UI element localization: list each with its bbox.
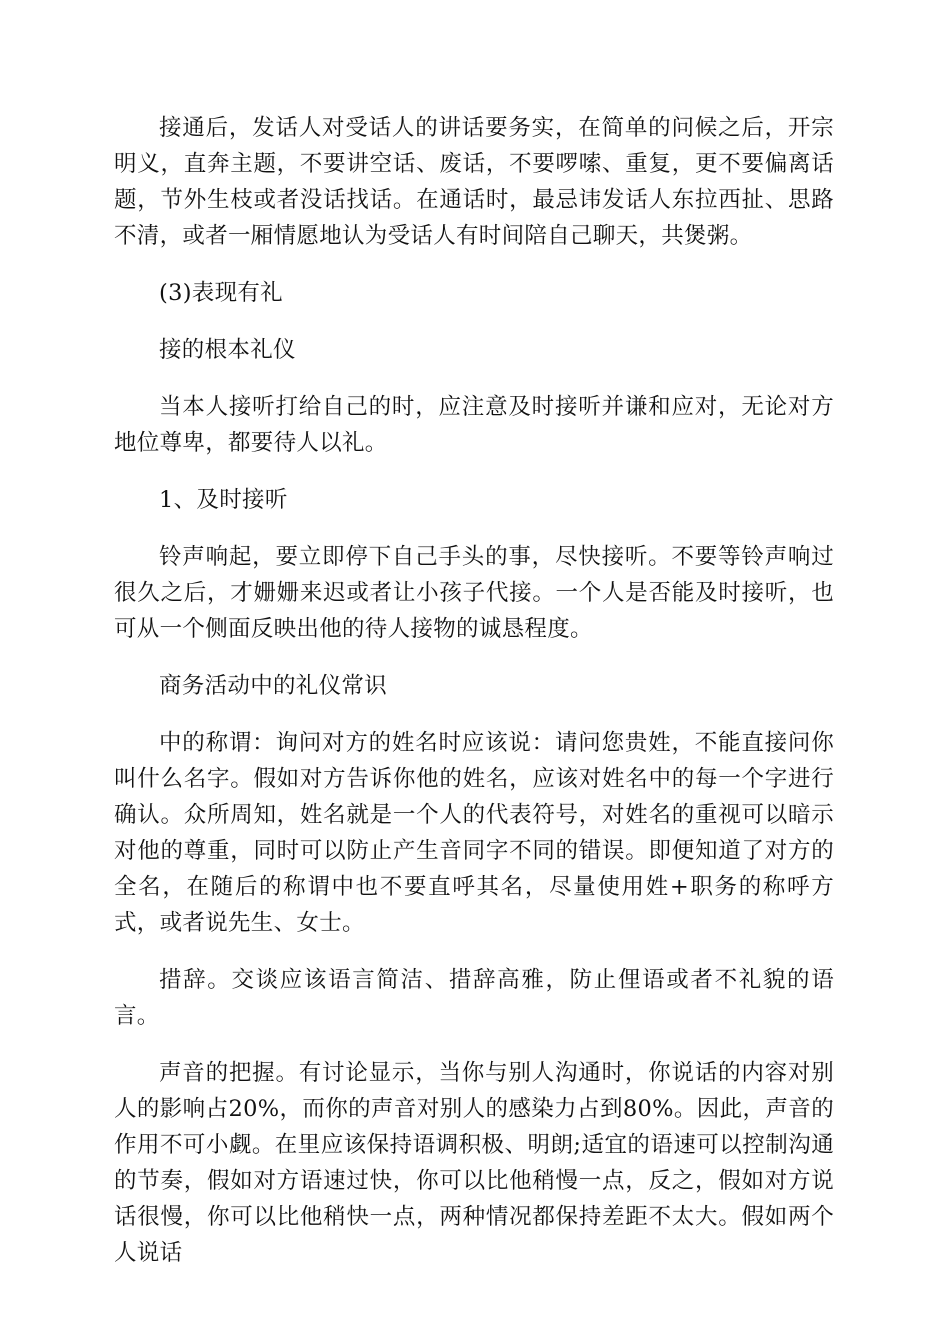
paragraph-wording: 措辞。交谈应该语言简洁、措辞高雅，防止俚语或者不礼貌的语言。 <box>114 967 834 1029</box>
paragraph-voice-control: 声音的把握。有讨论显示，当你与别人沟通时，你说话的内容对别人的影响占20%，而你的声音对别人的感染力占到80%。因此，声音的作用不可小觑。在里应该保持语调积极、明朗;适宜的语速可以控制沟通的节奏，假如对方语速过快，你可以比他稍慢一点，反之，假如对方说话很慢，你可以比他稍快一点，两种情况都保持差距不太大。假如两个人说话 <box>114 1060 834 1266</box>
document-body <box>114 110 834 1271</box>
paragraph-ring-response: 铃声响起，要立即停下自己手头的事，尽快接听。不要等铃声响过很久之后，才姗姗来迟或者让小孩子代接。一个人是否能及时接听，也可从一个侧面反映出他的待人接物的诚恳程度。 <box>114 544 834 642</box>
heading-polite-manner: (3)表现有礼 <box>159 280 283 306</box>
paragraph-forms-of-address: 中的称谓：询问对方的姓名时应该说：请问您贵姓，不能直接问你叫什么名字。假如对方告诉你他的姓名，应该对姓名中的每一个字进行确认。众所周知，姓名就是一个人的代表符号，对姓名的重视可以暗示对他的尊重，同时可以防止产生音同字不同的错误。即便知道了对方的全名，在随后的称谓中也不要直呼其名，尽量使用姓+职务的称呼方式，或者说先生、女士。 <box>114 730 834 936</box>
paragraph-call-content: 接通后，发话人对受话人的讲话要务实，在简单的问候之后，开宗明义，直奔主题，不要讲空话、废话，不要啰嗦、重复，更不要偏离话题，节外生枝或者没话找话。在通话时，最忌讳发话人东拉西扯、思路不清，或者一厢情愿地认为受话人有时间陪自己聊天，共煲粥。 <box>114 115 834 249</box>
paragraph-answer-politely: 当本人接听打给自己的时，应注意及时接听并谦和应对，无论对方地位尊卑，都要待人以礼。 <box>114 394 834 456</box>
heading-answer-promptly: 1、及时接听 <box>159 487 288 513</box>
heading-business-etiquette: 商务活动中的礼仪常识 <box>159 673 388 699</box>
heading-basic-etiquette: 接的根本礼仪 <box>159 337 296 363</box>
